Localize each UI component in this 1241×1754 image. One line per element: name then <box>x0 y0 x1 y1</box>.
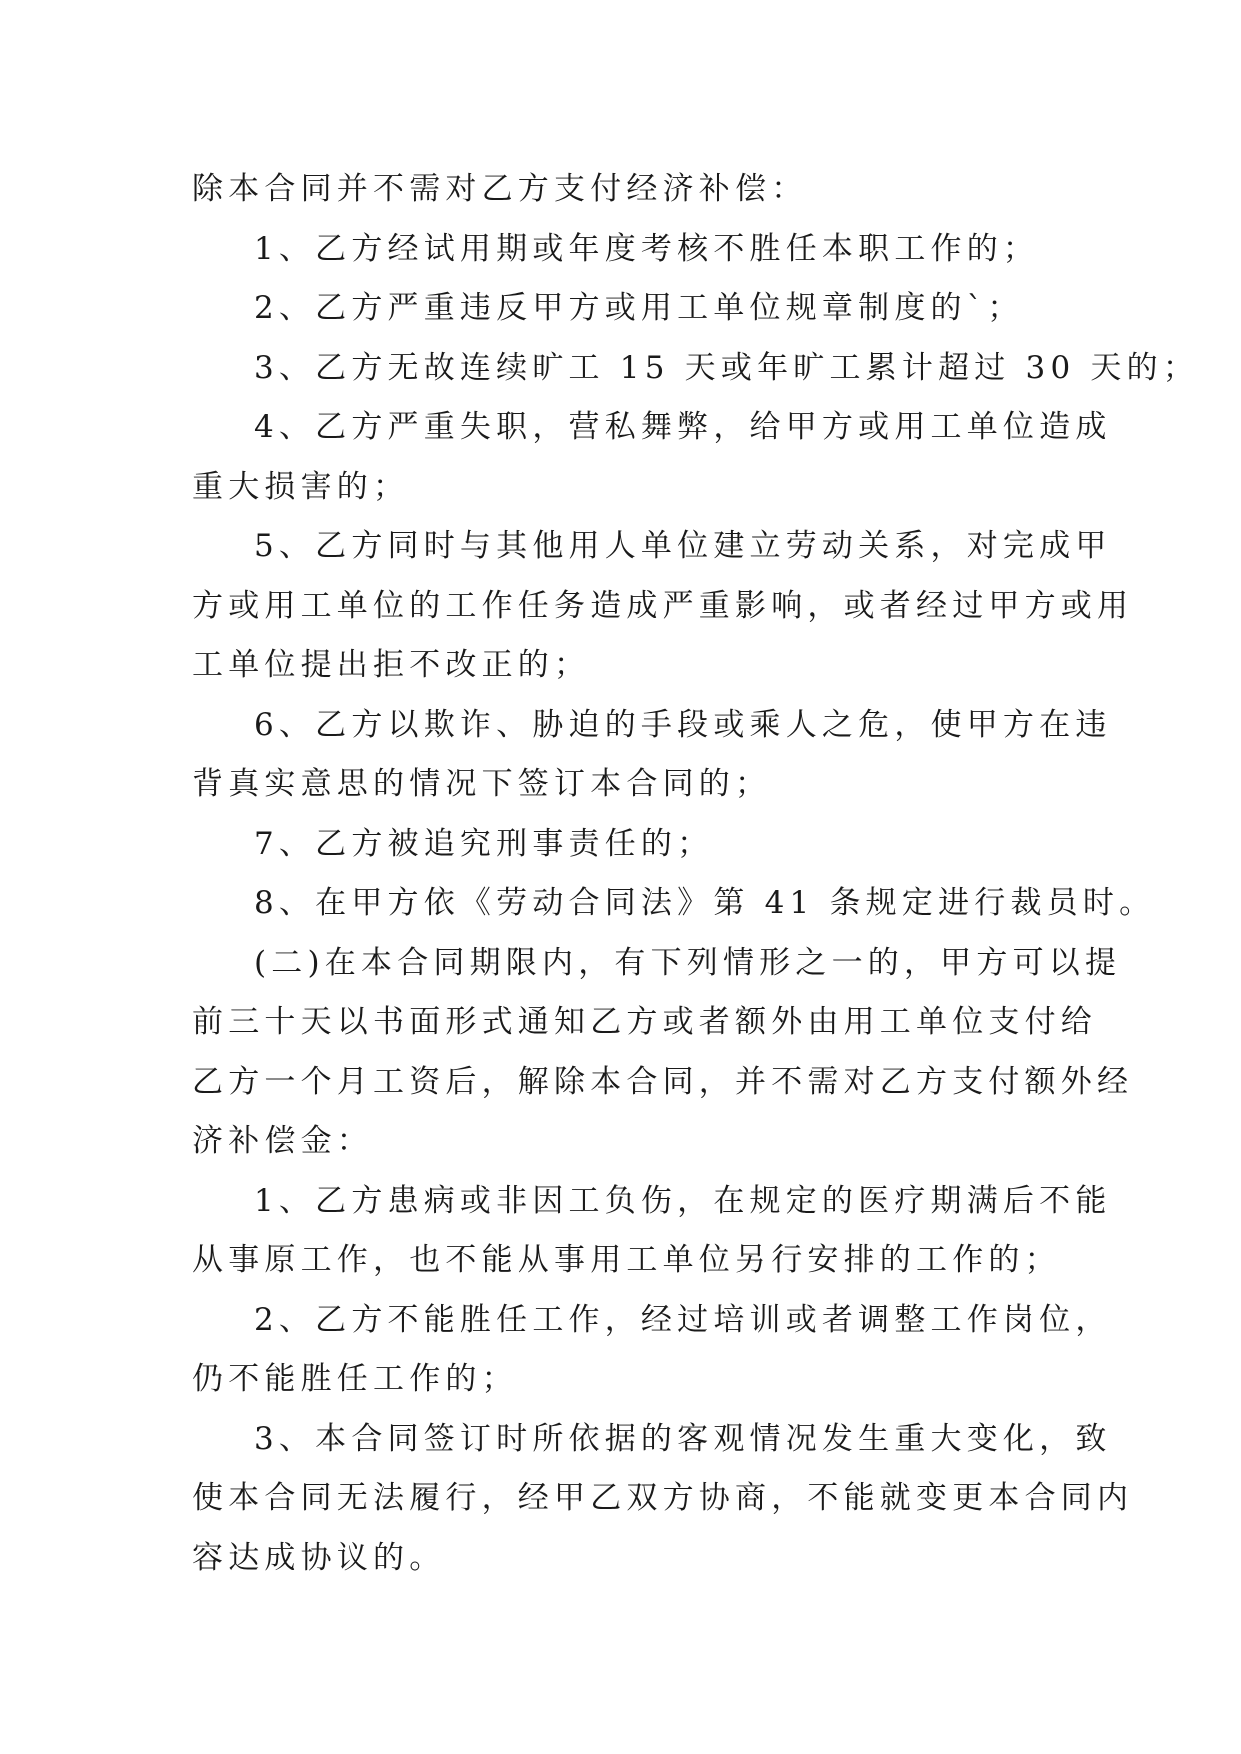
text-line: 前三十天以书面形式通知乙方或者额外由用工单位支付给 <box>192 1004 1097 1040</box>
text-line: 从事原工作，也不能从事用工单位另行安排的工作的； <box>192 1242 1061 1278</box>
text-line: 8、在甲方依《劳动合同法》第 41 条规定进行裁员时。 <box>254 885 1156 921</box>
text-line: 使本合同无法履行，经甲乙双方协商，不能就变更本合同内 <box>192 1480 1134 1516</box>
text-line: 乙方一个月工资后，解除本合同，并不需对乙方支付额外经 <box>192 1063 1134 1100</box>
text-line: 仍不能胜任工作的； <box>192 1361 518 1397</box>
text-line: 5、乙方同时与其他用人单位建立劳动关系，对完成甲 <box>254 528 1112 564</box>
text-line: 重大损害的； <box>192 468 410 505</box>
text-line: 济补偿金： <box>192 1123 373 1159</box>
text-line: 4、乙方严重失职，营私舞弊，给甲方或用工单位造成 <box>254 409 1112 445</box>
text-line: 2、乙方不能胜任工作，经过培训或者调整工作岗位， <box>254 1301 1112 1338</box>
contract-body-text <box>192 160 1200 1588</box>
text-line: 除本合同并不需对乙方支付经济补偿： <box>192 171 808 207</box>
text-line: 3、乙方无故连续旷工 15 天或年旷工累计超过 30 天的； <box>254 349 1200 386</box>
text-line: 背真实意思的情况下签订本合同的； <box>192 766 772 802</box>
text-line: 3、本合同签订时所依据的客观情况发生重大变化，致 <box>254 1420 1112 1457</box>
text-line: 方或用工单位的工作任务造成严重影响，或者经过甲方或用 <box>192 587 1134 624</box>
text-line: 容达成协议的。 <box>192 1539 446 1576</box>
text-line: 工单位提出拒不改正的； <box>192 647 591 683</box>
text-line: (二)在本合同期限内，有下列情形之一的，甲方可以提 <box>254 944 1122 981</box>
text-line: 6、乙方以欺诈、胁迫的手段或乘人之危，使甲方在违 <box>254 706 1112 743</box>
text-line: 2、乙方严重违反甲方或用工单位规章制度的`； <box>254 290 1024 326</box>
text-line: 7、乙方被追究刑事责任的； <box>254 825 714 862</box>
text-line: 1、乙方患病或非因工负伤，在规定的医疗期满后不能 <box>254 1182 1112 1219</box>
text-line: 1、乙方经试用期或年度考核不胜任本职工作的； <box>254 230 1040 267</box>
